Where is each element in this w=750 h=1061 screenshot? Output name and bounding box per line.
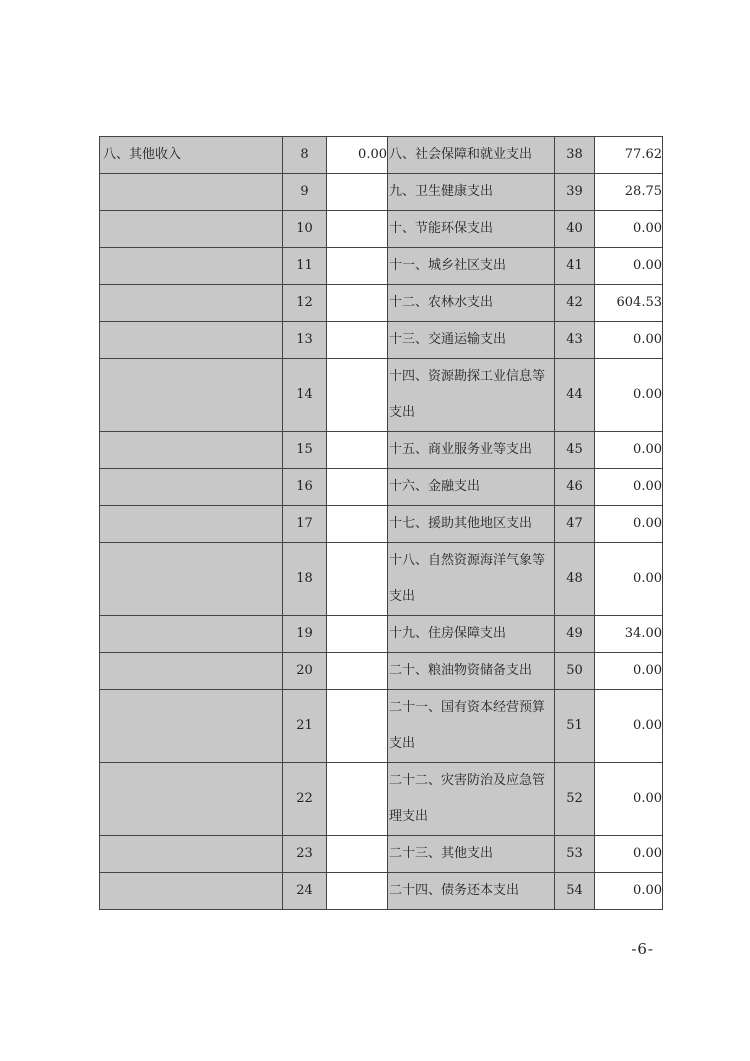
expense-item-cell: 十六、金融支出 [388, 469, 555, 506]
income-amount-cell [327, 248, 388, 285]
income-amount-cell: 0.00 [327, 137, 388, 174]
table-row [100, 690, 663, 763]
expense-amount-cell: 28.75 [595, 174, 663, 211]
table-row [100, 174, 663, 211]
expense-item-cell: 十一、城乡社区支出 [388, 248, 555, 285]
income-item-cell [100, 432, 283, 469]
income-line-number-cell: 15 [283, 432, 327, 469]
income-item-cell [100, 322, 283, 359]
table-row [100, 543, 663, 616]
expense-line-number-cell: 47 [555, 506, 595, 543]
income-item-cell [100, 248, 283, 285]
expense-item-cell: 十五、商业服务业等支出 [388, 432, 555, 469]
expense-amount-cell: 0.00 [595, 506, 663, 543]
expense-amount-cell: 604.53 [595, 285, 663, 322]
income-amount-cell [327, 763, 388, 836]
table-row [100, 322, 663, 359]
expense-amount-cell: 0.00 [595, 211, 663, 248]
budget-table [99, 136, 663, 910]
income-amount-cell [327, 543, 388, 616]
expense-line-number-cell: 52 [555, 763, 595, 836]
table-row [100, 211, 663, 248]
income-line-number-cell: 14 [283, 359, 327, 432]
expense-line-number-cell: 41 [555, 248, 595, 285]
income-item-cell [100, 873, 283, 910]
table-row [100, 248, 663, 285]
expense-item-cell: 十、节能环保支出 [388, 211, 555, 248]
table-row [100, 653, 663, 690]
expense-item-cell: 十二、农林水支出 [388, 285, 555, 322]
income-line-number-cell: 10 [283, 211, 327, 248]
income-line-number-cell: 19 [283, 616, 327, 653]
income-line-number-cell: 22 [283, 763, 327, 836]
expense-line-number-cell: 46 [555, 469, 595, 506]
table-row [100, 873, 663, 910]
income-item-cell [100, 469, 283, 506]
expense-item-cell: 二十三、其他支出 [388, 836, 555, 873]
income-line-number-cell: 13 [283, 322, 327, 359]
income-amount-cell [327, 285, 388, 322]
expense-item-cell: 八、社会保障和就业支出 [388, 137, 555, 174]
income-line-number-cell: 18 [283, 543, 327, 616]
income-amount-cell [327, 690, 388, 763]
income-line-number-cell: 24 [283, 873, 327, 910]
income-amount-cell [327, 506, 388, 543]
expense-amount-cell: 0.00 [595, 873, 663, 910]
expense-item-cell: 九、卫生健康支出 [388, 174, 555, 211]
income-line-number-cell: 20 [283, 653, 327, 690]
income-line-number-cell: 17 [283, 506, 327, 543]
expense-line-number-cell: 48 [555, 543, 595, 616]
expense-amount-cell: 0.00 [595, 543, 663, 616]
income-line-number-cell: 16 [283, 469, 327, 506]
expense-line-number-cell: 50 [555, 653, 595, 690]
income-line-number-cell: 21 [283, 690, 327, 763]
income-item-cell [100, 616, 283, 653]
income-item-cell [100, 763, 283, 836]
expense-line-number-cell: 54 [555, 873, 595, 910]
expense-amount-cell: 0.00 [595, 653, 663, 690]
table-row [100, 137, 663, 174]
income-line-number-cell: 11 [283, 248, 327, 285]
expense-amount-cell: 77.62 [595, 137, 663, 174]
expense-item-cell: 十九、住房保障支出 [388, 616, 555, 653]
expense-amount-cell: 0.00 [595, 432, 663, 469]
expense-item-cell: 十七、援助其他地区支出 [388, 506, 555, 543]
table-body [100, 137, 663, 910]
expense-line-number-cell: 49 [555, 616, 595, 653]
income-amount-cell [327, 873, 388, 910]
income-line-number-cell: 8 [283, 137, 327, 174]
expense-item-cell: 十八、自然资源海洋气象等支出 [388, 543, 555, 616]
page-number: -6- [631, 940, 654, 958]
expense-amount-cell: 0.00 [595, 469, 663, 506]
table-row [100, 506, 663, 543]
income-amount-cell [327, 616, 388, 653]
income-amount-cell [327, 174, 388, 211]
table-row [100, 763, 663, 836]
expense-amount-cell: 0.00 [595, 359, 663, 432]
table-row [100, 836, 663, 873]
income-item-cell [100, 285, 283, 322]
income-line-number-cell: 23 [283, 836, 327, 873]
income-item-cell: 八、其他收入 [100, 137, 283, 174]
expense-amount-cell: 0.00 [595, 763, 663, 836]
expense-item-cell: 二十一、国有资本经营预算支出 [388, 690, 555, 763]
expense-item-cell: 十四、资源勘探工业信息等支出 [388, 359, 555, 432]
income-amount-cell [327, 211, 388, 248]
income-item-cell [100, 836, 283, 873]
income-item-cell [100, 211, 283, 248]
income-amount-cell [327, 359, 388, 432]
expense-line-number-cell: 44 [555, 359, 595, 432]
table-row [100, 469, 663, 506]
expense-item-cell: 二十、粮油物资储备支出 [388, 653, 555, 690]
income-item-cell [100, 174, 283, 211]
income-item-cell [100, 690, 283, 763]
income-amount-cell [327, 836, 388, 873]
income-amount-cell [327, 432, 388, 469]
expense-line-number-cell: 39 [555, 174, 595, 211]
expense-line-number-cell: 43 [555, 322, 595, 359]
table-row [100, 285, 663, 322]
expense-item-cell: 二十二、灾害防治及应急管理支出 [388, 763, 555, 836]
table-row [100, 616, 663, 653]
expense-line-number-cell: 45 [555, 432, 595, 469]
income-line-number-cell: 12 [283, 285, 327, 322]
table-row [100, 432, 663, 469]
income-item-cell [100, 359, 283, 432]
table-row [100, 359, 663, 432]
income-item-cell [100, 506, 283, 543]
expense-line-number-cell: 40 [555, 211, 595, 248]
expense-item-cell: 二十四、债务还本支出 [388, 873, 555, 910]
expense-line-number-cell: 51 [555, 690, 595, 763]
expense-line-number-cell: 38 [555, 137, 595, 174]
income-amount-cell [327, 322, 388, 359]
expense-line-number-cell: 42 [555, 285, 595, 322]
income-line-number-cell: 9 [283, 174, 327, 211]
expense-amount-cell: 0.00 [595, 690, 663, 763]
income-amount-cell [327, 653, 388, 690]
income-item-cell [100, 653, 283, 690]
income-item-cell [100, 543, 283, 616]
expense-item-cell: 十三、交通运输支出 [388, 322, 555, 359]
expense-amount-cell: 34.00 [595, 616, 663, 653]
expense-amount-cell: 0.00 [595, 248, 663, 285]
expense-line-number-cell: 53 [555, 836, 595, 873]
income-amount-cell [327, 469, 388, 506]
expense-amount-cell: 0.00 [595, 322, 663, 359]
expense-amount-cell: 0.00 [595, 836, 663, 873]
